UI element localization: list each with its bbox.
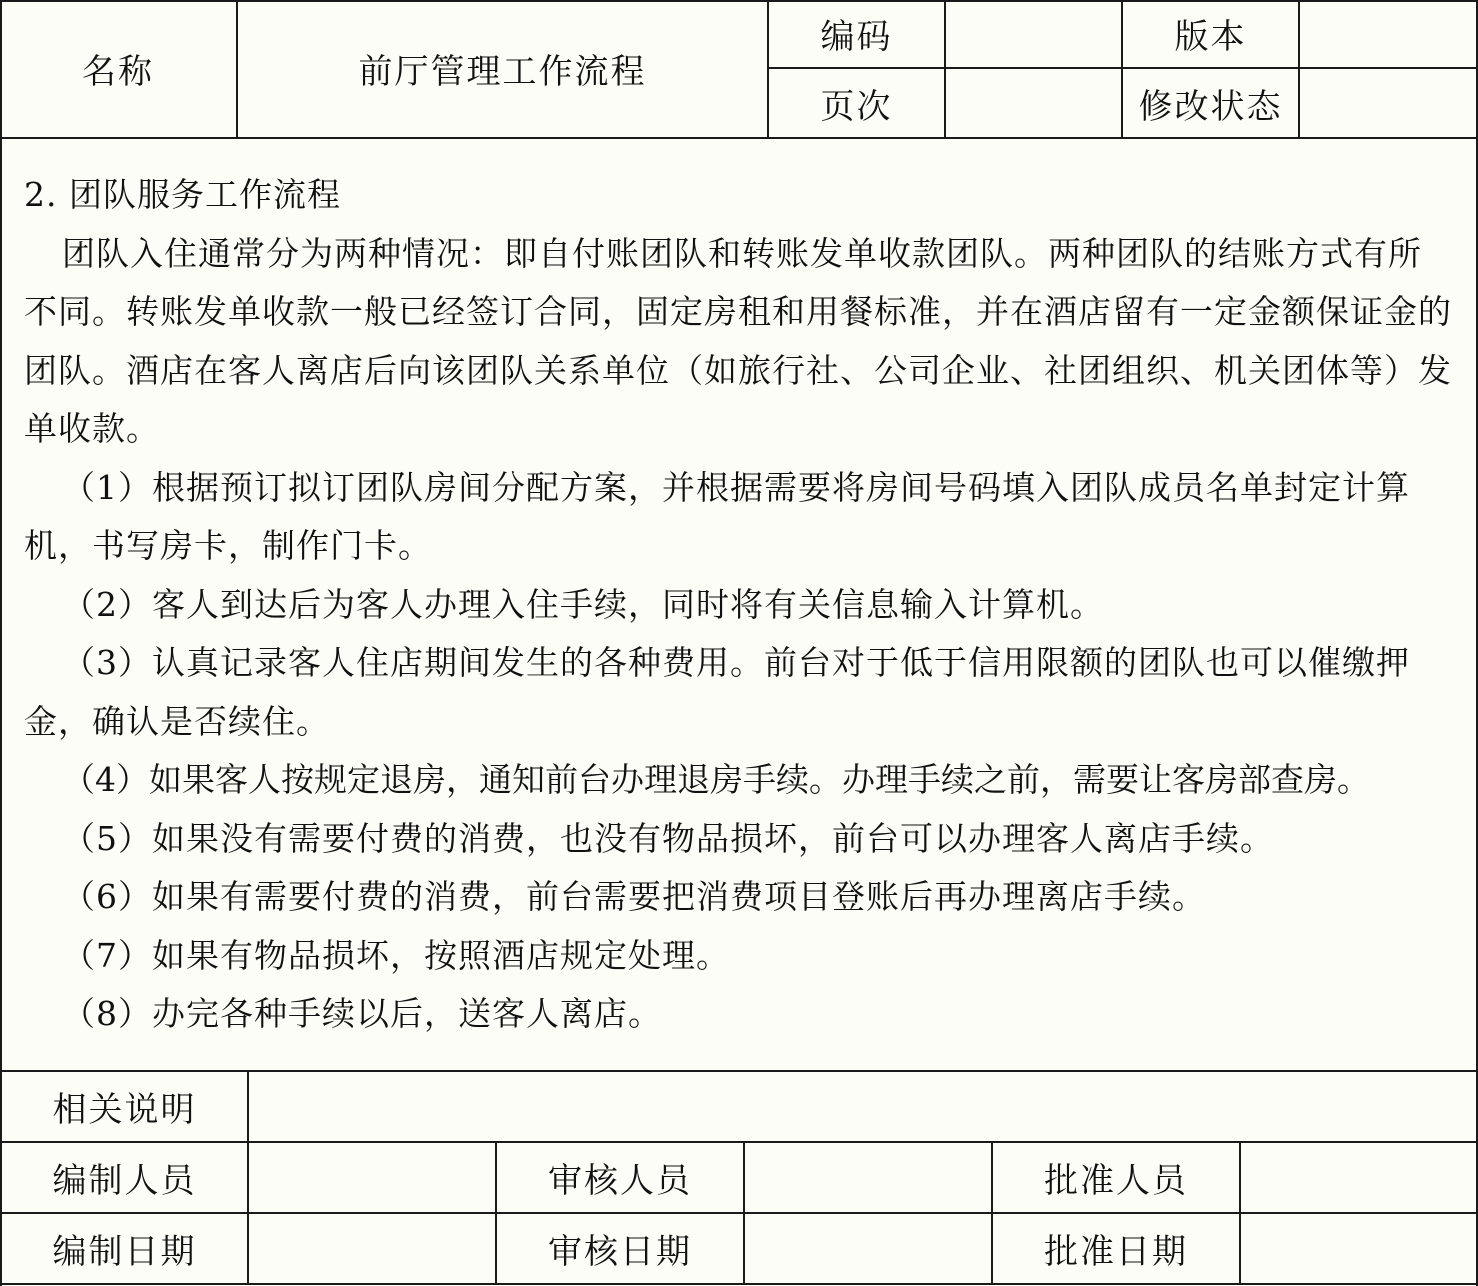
intro-paragraph: 团队入住通常分为两种情况：即自付账团队和转账发单收款团队。两种团队的结账方式有所不同。转账发单收款一般已经签订合同，固定房租和用餐标准，并在酒店留有一定金额保证金的团队。酒店在客人离店后向该团队关系单位（如旅行社、公司企业、社团组织、机关团体等）发单收款。 xyxy=(24,233,1452,448)
prepared-date-label: 编制日期 xyxy=(52,1232,197,1272)
notes-value xyxy=(249,1072,1476,1141)
revision-value xyxy=(1300,69,1476,137)
step-1: （1）根据预订拟订团队房间分配方案，并根据需要将房间号码填入团队成员名单封定计算机，书写房卡，制作门卡。 xyxy=(24,467,1410,565)
version-label: 版本 xyxy=(1174,17,1247,57)
reviewed-by-value xyxy=(745,1143,991,1212)
rule-header-bottom xyxy=(0,137,1478,139)
reviewed-by-label: 审核人员 xyxy=(548,1161,692,1201)
section-heading: 2. 团队服务工作流程 xyxy=(24,175,341,214)
notes-label: 相关说明 xyxy=(52,1090,197,1130)
page-value xyxy=(946,69,1121,137)
rule-bottom xyxy=(0,1283,1478,1285)
step-5: （5）如果没有需要付费的消费，也没有物品损坏，前台可以办理客人离店手续。 xyxy=(62,818,1274,858)
revision-label: 修改状态 xyxy=(1138,86,1283,127)
approved-by-label: 批准人员 xyxy=(1044,1161,1188,1201)
step-8: （8）办完各种手续以后，送客人离店。 xyxy=(62,994,662,1033)
prepared-date-value xyxy=(249,1214,495,1283)
step-6: （6）如果有需要付费的消费，前台需要把消费项目登账后再办理离店手续。 xyxy=(62,877,1206,916)
version-value xyxy=(1300,0,1476,67)
code-value xyxy=(946,0,1121,67)
reviewed-date-label: 审核日期 xyxy=(548,1232,692,1272)
approved-date-label: 批准日期 xyxy=(1044,1232,1188,1272)
approved-date-value xyxy=(1241,1214,1476,1283)
name-label: 名称 xyxy=(82,52,154,92)
step-4: （4）如果客人按规定退房，通知前台办理退房手续。办理手续之前，需要让客房部查房。 xyxy=(62,760,1370,799)
code-label: 编码 xyxy=(820,17,893,57)
name-value: 前厅管理工作流程 xyxy=(358,52,647,92)
reviewed-date-value xyxy=(745,1214,991,1283)
step-2: （2）客人到达后为客人办理入住手续，同时将有关信息输入计算机。 xyxy=(62,584,1104,624)
step-3: （3）认真记录客人住店期间发生的各种费用。前台对于低于信用限额的团队也可以催缴押金，确认是否续住。 xyxy=(24,643,1410,741)
prepared-by-value xyxy=(249,1143,495,1212)
prepared-by-label: 编制人员 xyxy=(52,1161,197,1201)
page-label: 页次 xyxy=(820,86,893,127)
approved-by-value xyxy=(1241,1143,1476,1212)
step-7: （7）如果有物品损坏，按照酒店规定处理。 xyxy=(62,935,730,975)
procedure-body xyxy=(24,166,1454,1044)
